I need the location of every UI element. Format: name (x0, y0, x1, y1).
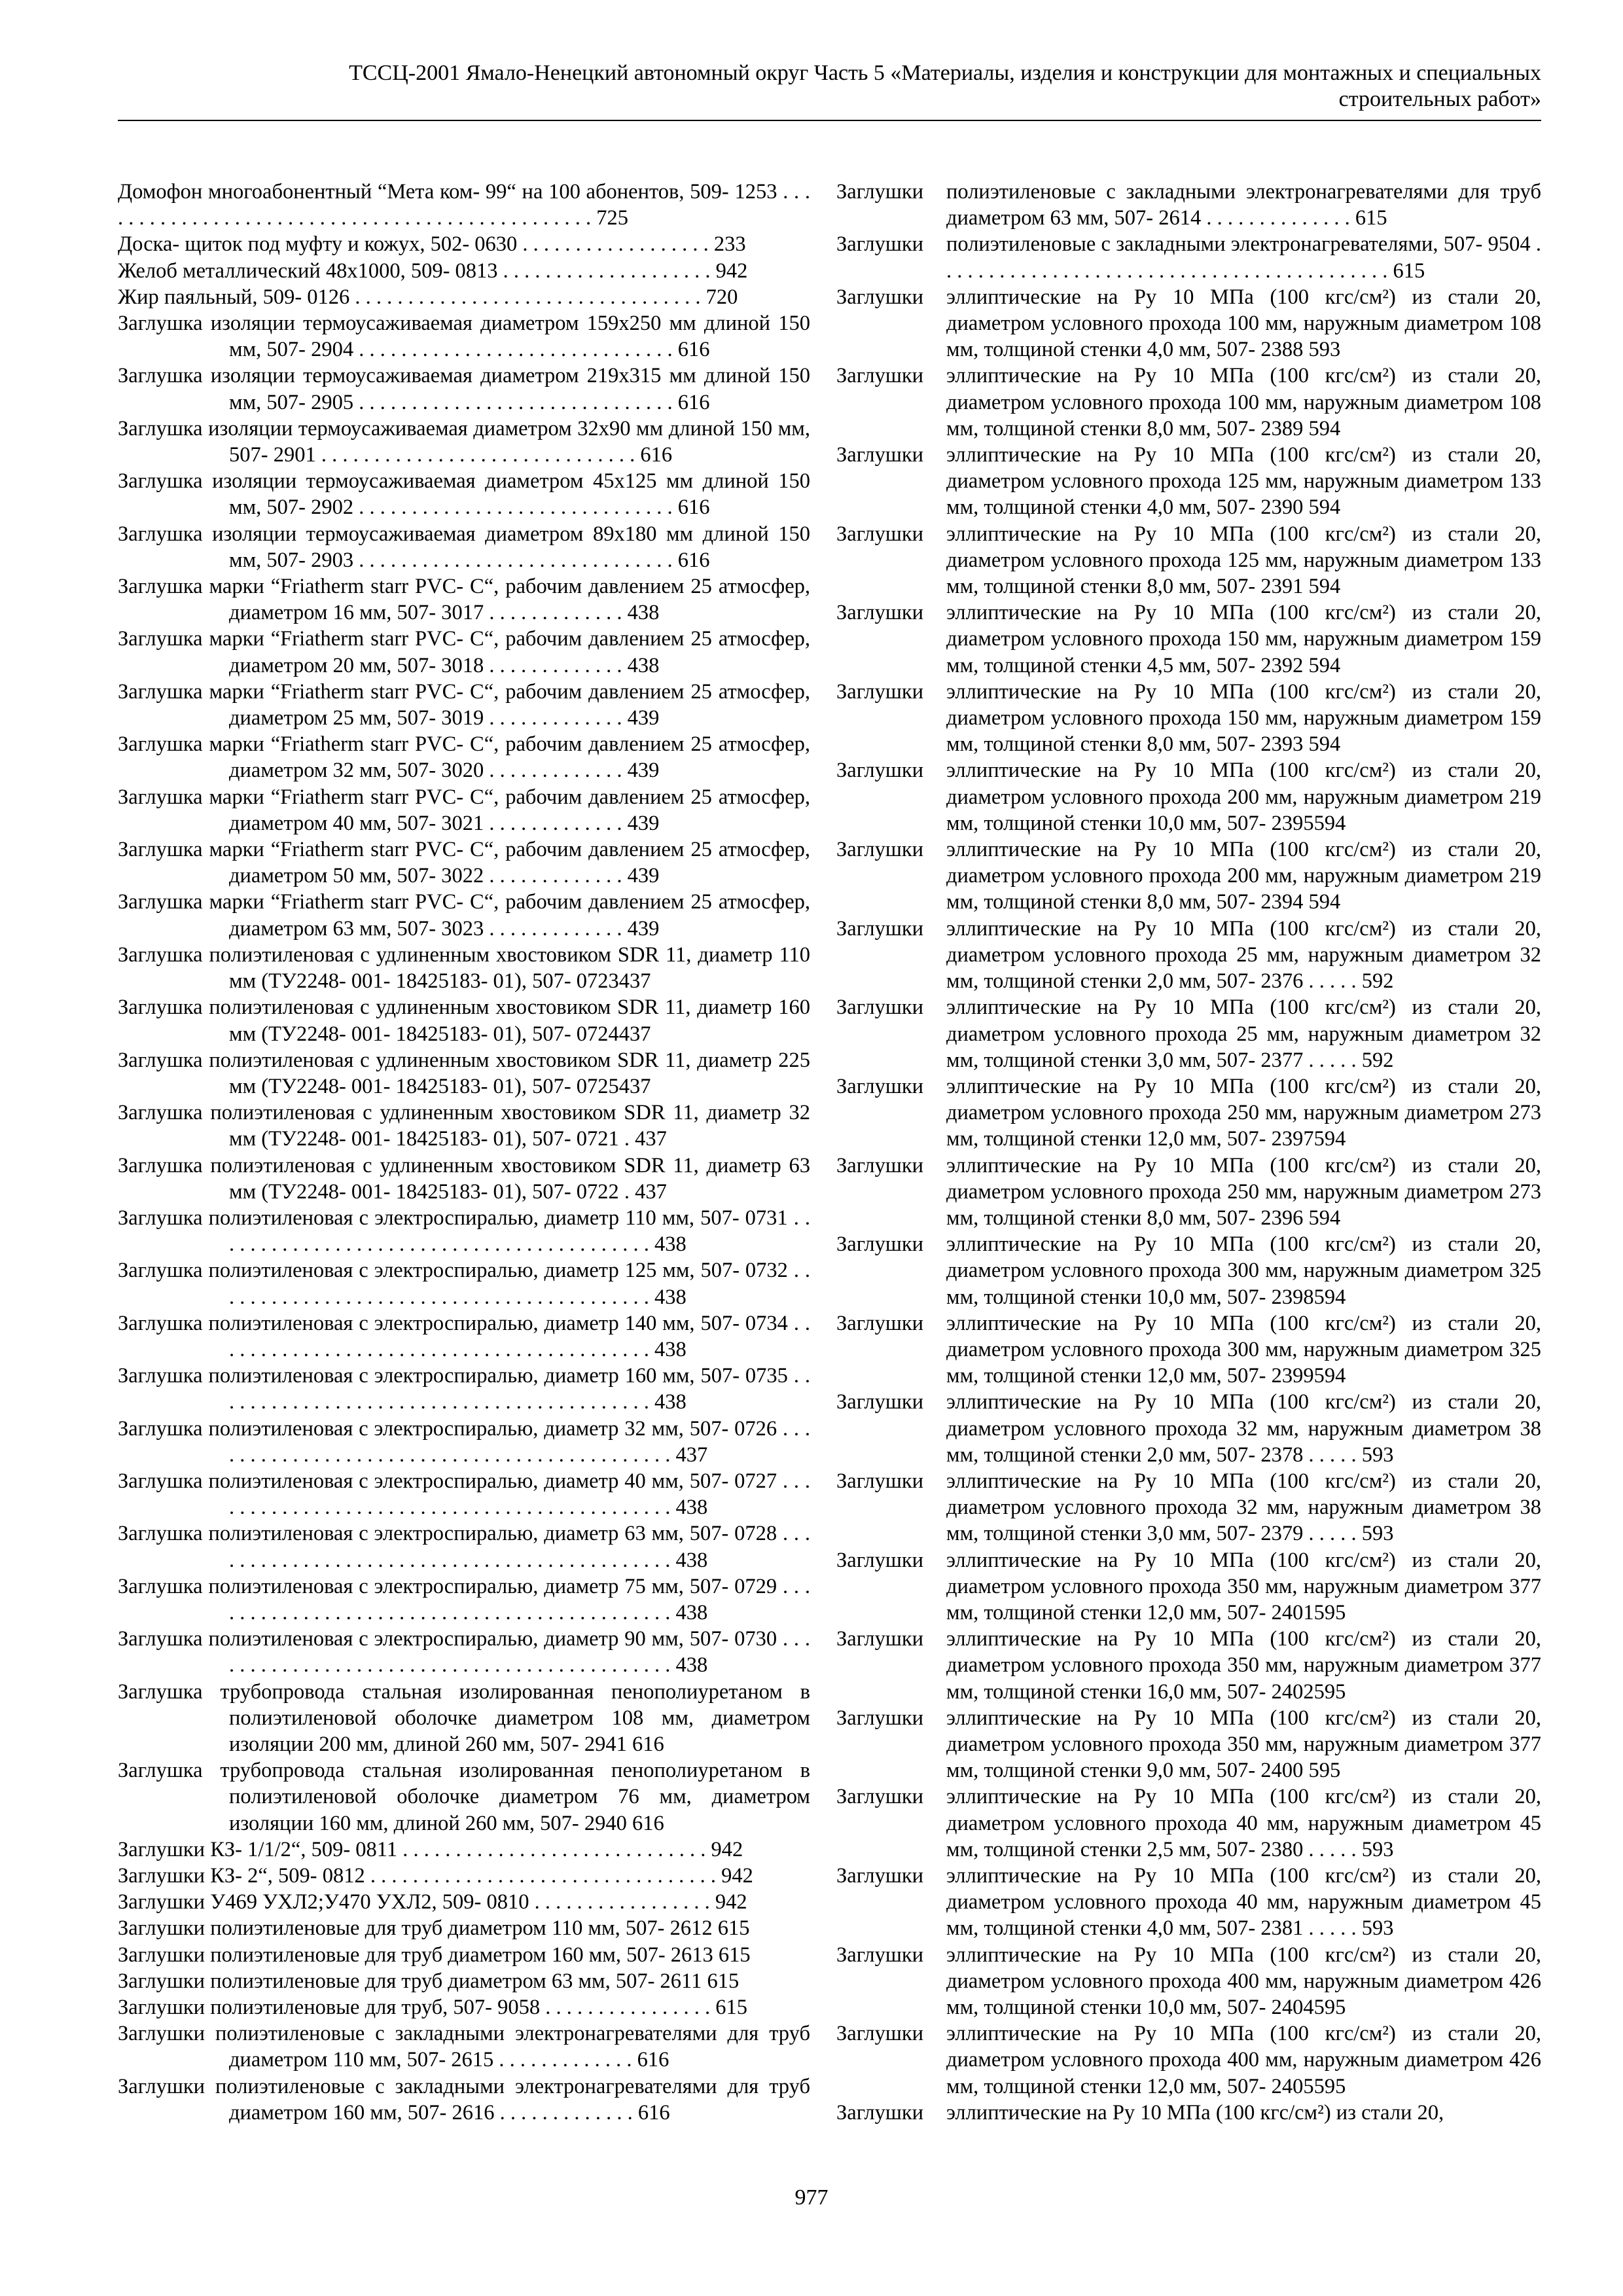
index-entry-text: эллиптические на Ру 10 МПа (100 кгс/см²) из стали 20, (946, 2100, 1444, 2125)
index-entry (118, 521, 810, 573)
index-entry-text: Заглушки полиэтиленовые для труб, 507- 9058 . . . . . . . . . . . . . . . . 615 (118, 1996, 748, 2020)
index-entry-text: Заглушка полиэтиленовая с удлиненным хвостовиком SDR 11, диаметр 32 мм (ТУ2248- 001- 18425183- 01), 507- 0721 . 437 (118, 1101, 810, 1151)
index-entry-text: эллиптические на Ру 10 МПа (100 кгс/см²) из стали 20, диаметром условного прохода 32 мм, наружным диаметром 38 мм, толщиной стенки 3,0 мм, 507- 2379 . . . . . 593 (946, 1469, 1541, 1546)
index-entry (118, 416, 810, 468)
index-entry-text: Заглушка полиэтиленовая с электроспиралью, диаметр 140 мм, 507- 0734 . . . . . . . . . . . . . . . . . . . . . . . . . . . . . . . . . . . . . . . . . . 438 (118, 1311, 810, 1361)
index-entry-prefix: Заглушки (836, 364, 924, 388)
index-entry (118, 1626, 810, 1678)
index-entry (118, 231, 810, 257)
index-entry-text: эллиптические на Ру 10 МПа (100 кгс/см²) из стали 20, диаметром условного прохода 100 мм, наружным диаметром 108 мм, толщиной стенки 4,0 мм, 507- 2388 593 (946, 285, 1541, 362)
index-entry-text: Заглушки полиэтиленовые с закладными электронагревателями для труб диаметром 160 мм, 507- 2616 . . . . . . . . . . . . . 616 (118, 2074, 810, 2125)
index-entry-prefix: Заглушки (836, 285, 924, 309)
index-entry (836, 1231, 1541, 1310)
index-entry-prefix: Заглушки (836, 916, 924, 941)
index-entry-prefix: Заглушки (836, 1943, 924, 1967)
index-entry-text: Заглушка изоляции термоусаживаемая диаметром 159х250 мм длиной 150 мм, 507- 2904 . . . . . . . . . . . . . . . . . . . . . . . . . . . . . . 616 (118, 312, 810, 362)
index-entry-text: эллиптические на Ру 10 МПа (100 кгс/см²) из стали 20, диаметром условного прохода 250 мм, наружным диаметром 273 мм, толщиной стенки 8,0 мм, 507- 2396 594 (946, 1153, 1541, 1230)
index-entry-text: Заглушка полиэтиленовая с электроспиралью, диаметр 125 мм, 507- 0732 . . . . . . . . . . . . . . . . . . . . . . . . . . . . . . . . . . . . . . . . . . 438 (118, 1259, 810, 1309)
index-entry-text: Заглушки полиэтиленовые с закладными электронагревателями для труб диаметром 110 мм, 507- 2615 . . . . . . . . . . . . . 616 (118, 2022, 810, 2072)
index-entry-prefix: Заглушки (836, 1785, 924, 1809)
index-entry-text: Заглушка марки “Friatherm starr PVC- C“, рабочим давлением 25 атмосфер, диаметром 50 мм, 507- 3022 . . . . . . . . . . . . . 439 (118, 838, 810, 888)
index-entry (118, 836, 810, 889)
index-entry-text: эллиптические на Ру 10 МПа (100 кгс/см²) из стали 20, диаметром условного прохода 300 мм, наружным диаметром 325 мм, толщиной стенки 12,0 мм, 507- 2399594 (946, 1311, 1541, 1388)
index-entry (836, 916, 1541, 995)
index-entry-text: Заглушки полиэтиленовые для труб диаметром 160 мм, 507- 2613 615 (118, 1943, 751, 1967)
index-entry-text: эллиптические на Ру 10 МПа (100 кгс/см²) из стали 20, диаметром условного прохода 300 мм, наружным диаметром 325 мм, толщиной стенки 10,0 мм, 507- 2398594 (946, 1232, 1541, 1309)
index-entry-text: Заглушка марки “Friatherm starr PVC- C“, рабочим давлением 25 атмосфер, диаметром 32 мм, 507- 3020 . . . . . . . . . . . . . 439 (118, 732, 810, 783)
index-entry-text: эллиптические на Ру 10 МПа (100 кгс/см²) из стали 20, диаметром условного прохода 40 мм, наружным диаметром 45 мм, толщиной стенки 2,5 мм, 507- 2380 . . . . . 593 (946, 1785, 1541, 1861)
page-number: 977 (794, 2185, 829, 2210)
index-entry (118, 994, 810, 1047)
index-entry (836, 600, 1541, 679)
index-entry-prefix: Заглушки (836, 232, 924, 257)
index-entry-text: Заглушка марки “Friatherm starr PVC- C“, рабочим давлением 25 атмосфер, диаметром 20 мм, 507- 3018 . . . . . . . . . . . . . 438 (118, 627, 810, 677)
index-entry-prefix: Заглушки (836, 1311, 924, 1335)
index-entry-prefix: Заглушки (836, 522, 924, 546)
index-entry-prefix: Заглушки (836, 679, 924, 704)
index-entry-text: Желоб металлический 48х1000, 509- 0813 . . . . . . . . . . . . . . . . . . . . 942 (118, 259, 748, 283)
index-entry-prefix: Заглушки (836, 759, 924, 783)
index-entry (118, 1468, 810, 1520)
index-entry (836, 1705, 1541, 1784)
index-entry-text: эллиптические на Ру 10 МПа (100 кгс/см²) из стали 20, диаметром условного прохода 250 мм, наружным диаметром 273 мм, толщиной стенки 12,0 мм, 507- 2397594 (946, 1074, 1541, 1151)
index-entry (118, 731, 810, 783)
index-entry (118, 942, 810, 994)
index-entry-text: Заглушка марки “Friatherm starr PVC- C“, рабочим давлением 25 атмосфер, диаметром 63 мм, 507- 3023 . . . . . . . . . . . . . 439 (118, 890, 810, 941)
index-entry (836, 1468, 1541, 1547)
index-entry (118, 1257, 810, 1310)
index-entry-text: Заглушка изоляции термоусаживаемая диаметром 219х315 мм длиной 150 мм, 507- 2905 . . . . . . . . . . . . . . . . . . . . . . . . . . . . . . 616 (118, 364, 810, 414)
index-entry (118, 1047, 810, 1100)
index-entry (118, 679, 810, 731)
index-entry-prefix: Заглушки (836, 2022, 924, 2046)
index-entry (118, 1205, 810, 1257)
index-entry (118, 2073, 810, 2126)
index-entry (118, 468, 810, 520)
index-entry-text: Заглушка трубопровода стальная изолированная пенополиуретаном в полиэтиленовой оболочке диаметром 108 мм, диаметром изоляции 200 мм, длиной 260 мм, 507- 2941 616 (118, 1679, 810, 1756)
index-entry (118, 1994, 810, 2020)
index-entry-text: Заглушка полиэтиленовая с удлиненным хвостовиком SDR 11, диаметр 63 мм (ТУ2248- 001- 18425183- 01), 507- 0722 . 437 (118, 1153, 810, 1204)
index-entry-text: эллиптические на Ру 10 МПа (100 кгс/см²) из стали 20, диаметром условного прохода 100 мм, наружным диаметром 108 мм, толщиной стенки 8,0 мм, 507- 2389 594 (946, 364, 1541, 440)
index-entry (118, 363, 810, 415)
index-entry (118, 1520, 810, 1573)
index-entry-text: Заглушки полиэтиленовые для труб диаметром 63 мм, 507- 2611 615 (118, 1969, 740, 1993)
index-entry (836, 1310, 1541, 1390)
index-entry-text: Заглушка полиэтиленовая с электроспиралью, диаметр 160 мм, 507- 0735 . . . . . . . . . . . . . . . . . . . . . . . . . . . . . . . . . . . . . . . . . . 438 (118, 1364, 810, 1414)
index-entry-text: эллиптические на Ру 10 МПа (100 кгс/см²) из стали 20, диаметром условного прохода 25 мм, наружным диаметром 32 мм, толщиной стенки 3,0 мм, 507- 2377 . . . . . 592 (946, 996, 1541, 1072)
index-entry (836, 1863, 1541, 1942)
index-entry-text: эллиптические на Ру 10 МПа (100 кгс/см²) из стали 20, диаметром условного прохода 350 мм, наружным диаметром 377 мм, толщиной стенки 9,0 мм, 507- 2400 595 (946, 1706, 1541, 1783)
index-entry-text: эллиптические на Ру 10 МПа (100 кгс/см²) из стали 20, диаметром условного прохода 350 мм, наружным диаметром 377 мм, толщиной стенки 12,0 мм, 507- 2401595 (946, 1548, 1541, 1624)
index-entry-prefix: Заглушки (836, 1469, 924, 1493)
index-entry-text: Заглушка полиэтиленовая с электроспиралью, диаметр 90 мм, 507- 0730 . . . . . . . . . . . . . . . . . . . . . . . . . . . . . . . . . . . . . . . . . . . . . 438 (118, 1627, 810, 1677)
index-entry-prefix: Заглушки (836, 1706, 924, 1730)
index-entry-text: Заглушка марки “Friatherm starr PVC- C“, рабочим давлением 25 атмосфер, диаметром 16 мм, 507- 3017 . . . . . . . . . . . . . 438 (118, 575, 810, 625)
index-entry (118, 1837, 810, 1863)
index-entry-text: Заглушка изоляции термоусаживаемая диаметром 89х180 мм длиной 150 мм, 507- 2903 . . . . . . . . . . . . . . . . . . . . . . . . . . . . . . 616 (118, 522, 810, 572)
index-entry (118, 1889, 810, 1915)
index-entry-prefix: Заглушки (836, 2100, 924, 2125)
index-entry-prefix: Заглушки (836, 601, 924, 625)
index-entry (836, 1073, 1541, 1153)
index-entry (836, 363, 1541, 442)
index-entry (118, 1942, 810, 1968)
index-entry-prefix: Заглушки (836, 1548, 924, 1572)
index-entry (118, 626, 810, 678)
index-entry (118, 889, 810, 941)
index-entry (118, 1863, 810, 1889)
index-entry (118, 1915, 810, 1941)
index-entry-prefix: Заглушки (836, 1074, 924, 1098)
index-entry-text: эллиптические на Ру 10 МПа (100 кгс/см²) из стали 20, диаметром условного прохода 200 мм, наружным диаметром 219 мм, толщиной стенки 10,0 мм, 507- 2395594 (946, 759, 1541, 835)
index-entry-text: Заглушки полиэтиленовые для труб диаметром 110 мм, 507- 2612 615 (118, 1916, 750, 1941)
header-rule (118, 120, 1541, 121)
running-header-line-1: ТССЦ-2001 Ямало-Ненецкий автономный округ Часть 5 «Материалы, изделия и конструкции для монтажных и специальных (349, 61, 1541, 85)
index-entry-text: эллиптические на Ру 10 МПа (100 кгс/см²) из стали 20, диаметром условного прохода 125 мм, наружным диаметром 133 мм, толщиной стенки 4,0 мм, 507- 2390 594 (946, 443, 1541, 520)
index-entry-text: эллиптические на Ру 10 МПа (100 кгс/см²) из стали 20, диаметром условного прохода 150 мм, наружным диаметром 159 мм, толщиной стенки 8,0 мм, 507- 2393 594 (946, 679, 1541, 757)
index-entry (118, 1363, 810, 1415)
index-entry-text: Заглушка полиэтиленовая с электроспиралью, диаметр 40 мм, 507- 0727 . . . . . . . . . . . . . . . . . . . . . . . . . . . . . . . . . . . . . . . . . . . . . 438 (118, 1469, 810, 1520)
index-entry-text: эллиптические на Ру 10 МПа (100 кгс/см²) из стали 20, диаметром условного прохода 25 мм, наружным диаметром 32 мм, толщиной стенки 2,0 мм, 507- 2376 . . . . . 592 (946, 916, 1541, 994)
index-entry (836, 2020, 1541, 2100)
index-entry-text: Заглушка трубопровода стальная изолированная пенополиуретаном в полиэтиленовой оболочке диаметром 76 мм, диаметром изоляции 160 мм, длиной 260 мм, 507- 2940 616 (118, 1759, 810, 1835)
index-entry-text: Доска- щиток под муфту и кожух, 502- 0630 . . . . . . . . . . . . . . . . . . 233 (118, 232, 746, 257)
index-entry (836, 994, 1541, 1073)
index-entry (118, 2020, 810, 2073)
running-header (118, 60, 1541, 113)
index-column-right (836, 179, 1541, 2126)
index-entry (118, 1968, 810, 1994)
index-entry-text: эллиптические на Ру 10 МПа (100 кгс/см²) из стали 20, диаметром условного прохода 400 мм, наружным диаметром 426 мм, толщиной стенки 12,0 мм, 507- 2405595 (946, 2022, 1541, 2098)
index-entry-text: Заглушка полиэтиленовая с электроспиралью, диаметр 63 мм, 507- 0728 . . . . . . . . . . . . . . . . . . . . . . . . . . . . . . . . . . . . . . . . . . . . . 438 (118, 1522, 810, 1572)
index-entry-prefix: Заглушки (836, 180, 924, 204)
index-entry-text: Заглушка полиэтиленовая с электроспиралью, диаметр 75 мм, 507- 0729 . . . . . . . . . . . . . . . . . . . . . . . . . . . . . . . . . . . . . . . . . . . . . 438 (118, 1574, 810, 1624)
index-entry (118, 573, 810, 626)
index-entry-text: полиэтиленовые с закладными электронагревателями для труб диаметром 63 мм, 507- 2614 . . . . . . . . . . . . . . 615 (946, 180, 1541, 230)
index-entry-text: Домофон многоабонентный “Мета ком- 99“ на 100 абонентов, 509- 1253 . . . . . . . . . . . . . . . . . . . . . . . . . . . . . . . . . . . . . . . . . . . . . . . . 725 (118, 180, 810, 230)
index-entry-prefix: Заглушки (836, 1864, 924, 1888)
index-entry (118, 284, 810, 310)
index-entry (836, 1153, 1541, 1232)
index-entry-text: Заглушки КЗ- 2“, 509- 0812 . . . . . . . . . . . . . . . . . . . . . . . . . . . . . . . . . 942 (118, 1864, 753, 1888)
index-entry (118, 1153, 810, 1205)
index-entry-prefix: Заглушки (836, 1627, 924, 1651)
index-entry-text: эллиптические на Ру 10 МПа (100 кгс/см²) из стали 20, диаметром условного прохода 125 мм, наружным диаметром 133 мм, толщиной стенки 8,0 мм, 507- 2391 594 (946, 522, 1541, 599)
running-header-line-2: строительных работ» (1338, 87, 1541, 111)
index-entry (836, 1547, 1541, 1626)
index-entry (118, 1100, 810, 1152)
index-entry-prefix: Заглушки (836, 443, 924, 467)
index-column-left (118, 179, 810, 2126)
index-entry-text: эллиптические на Ру 10 МПа (100 кгс/см²) из стали 20, диаметром условного прохода 400 мм, наружным диаметром 426 мм, толщиной стенки 10,0 мм, 507- 2404595 (946, 1943, 1541, 2020)
index-entry-text: эллиптические на Ру 10 МПа (100 кгс/см²) из стали 20, диаметром условного прохода 150 мм, наружным диаметром 159 мм, толщиной стенки 4,5 мм, 507- 2392 594 (946, 601, 1541, 677)
index-entry-text: Заглушки КЗ- 1/1/2“, 509- 0811 . . . . . . . . . . . . . . . . . . . . . . . . . . . . . 942 (118, 1837, 743, 1861)
index-entry (836, 1784, 1541, 1863)
index-entry-prefix: Заглушки (836, 1153, 924, 1177)
index-entry-text: Заглушки У469 УХЛ2;У470 УХЛ2, 509- 0810 . . . . . . . . . . . . . . . . . 942 (118, 1890, 747, 1914)
index-entry-text: эллиптические на Ру 10 МПа (100 кгс/см²) из стали 20, диаметром условного прохода 40 мм, наружным диаметром 45 мм, толщиной стенки 4,0 мм, 507- 2381 . . . . . 593 (946, 1864, 1541, 1941)
index-entry-prefix: Заглушки (836, 838, 924, 862)
index-entry-text: Заглушка полиэтиленовая с электроспиралью, диаметр 32 мм, 507- 0726 . . . . . . . . . . . . . . . . . . . . . . . . . . . . . . . . . . . . . . . . . . . . . 437 (118, 1416, 810, 1467)
index-entry (836, 757, 1541, 836)
index-entry (118, 1757, 810, 1837)
index-entry (118, 179, 810, 231)
index-entry (836, 1942, 1541, 2021)
index-entry-text: эллиптические на Ру 10 МПа (100 кгс/см²) из стали 20, диаметром условного прохода 32 мм, наружным диаметром 38 мм, толщиной стенки 2,0 мм, 507- 2378 . . . . . 593 (946, 1390, 1541, 1467)
index-entry-text: Заглушка полиэтиленовая с удлиненным хвостовиком SDR 11, диаметр 225 мм (ТУ2248- 001- 18425183- 01), 507- 0725437 (118, 1048, 810, 1098)
index-entry-prefix: Заглушки (836, 1232, 924, 1257)
index-entry-text: Заглушка марки “Friatherm starr PVC- C“, рабочим давлением 25 атмосфер, диаметром 40 мм, 507- 3021 . . . . . . . . . . . . . 439 (118, 785, 810, 835)
index-entry-text: Жир паяльный, 509- 0126 . . . . . . . . . . . . . . . . . . . . . . . . . . . . . . . . . 720 (118, 285, 738, 309)
index-entry (836, 521, 1541, 600)
index-entry (118, 1573, 810, 1626)
index-entry-prefix: Заглушки (836, 996, 924, 1020)
index-entry-text: Заглушка изоляции термоусаживаемая диаметром 45х125 мм длиной 150 мм, 507- 2902 . . . . . . . . . . . . . . . . . . . . . . . . . . . . . . 616 (118, 469, 810, 520)
index-entry-text: Заглушка полиэтиленовая с электроспиралью, диаметр 110 мм, 507- 0731 . . . . . . . . . . . . . . . . . . . . . . . . . . . . . . . . . . . . . . . . . . 438 (118, 1206, 810, 1257)
index-entry (118, 1416, 810, 1468)
index-entry-text: эллиптические на Ру 10 МПа (100 кгс/см²) из стали 20, диаметром условного прохода 200 мм, наружным диаметром 219 мм, толщиной стенки 8,0 мм, 507- 2394 594 (946, 838, 1541, 914)
index-entry (836, 231, 1541, 283)
index-entry (118, 310, 810, 363)
index-entry-prefix: Заглушки (836, 1390, 924, 1414)
index-entry (836, 1389, 1541, 1468)
index-entry-text: полиэтиленовые с закладными электронагревателями, 507- 9504 . . . . . . . . . . . . . . . . . . . . . . . . . . . . . . . . . . . . . . . . . . . 615 (946, 232, 1541, 283)
index-entry (836, 2100, 1541, 2126)
index-entry (836, 442, 1541, 521)
index-entry (118, 258, 810, 284)
index-entry (118, 1679, 810, 1758)
index-entry (118, 784, 810, 836)
index-entry (836, 179, 1541, 231)
index-entry (836, 1626, 1541, 1705)
index-entry-text: Заглушка полиэтиленовая с удлиненным хвостовиком SDR 11, диаметр 110 мм (ТУ2248- 001- 18425183- 01), 507- 0723437 (118, 942, 810, 994)
index-entry (836, 836, 1541, 916)
index-entry (836, 284, 1541, 363)
index-entry-text: Заглушка полиэтиленовая с удлиненным хвостовиком SDR 11, диаметр 160 мм (ТУ2248- 001- 18425183- 01), 507- 0724437 (118, 996, 810, 1046)
index-entry (118, 1310, 810, 1363)
index-entry-text: Заглушка изоляции термоусаживаемая диаметром 32х90 мм длиной 150 мм, 507- 2901 . . . . . . . . . . . . . . . . . . . . . . . . . . . . . . 616 (118, 416, 810, 467)
index-entry-text: Заглушка марки “Friatherm starr PVC- C“, рабочим давлением 25 атмосфер, диаметром 25 мм, 507- 3019 . . . . . . . . . . . . . 439 (118, 679, 810, 730)
index-entry (836, 679, 1541, 758)
index-entry-text: эллиптические на Ру 10 МПа (100 кгс/см²) из стали 20, диаметром условного прохода 350 мм, наружным диаметром 377 мм, толщиной стенки 16,0 мм, 507- 2402595 (946, 1627, 1541, 1704)
